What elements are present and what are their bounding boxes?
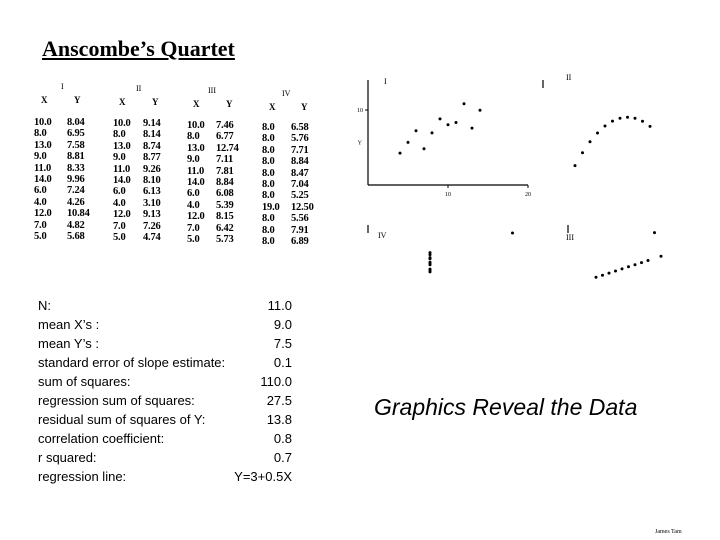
data-point bbox=[619, 117, 622, 120]
table-cell: 8.81 bbox=[67, 151, 85, 163]
data-point bbox=[479, 109, 482, 112]
table-cell: 7.81 bbox=[216, 165, 234, 177]
y-tick-label: 10 bbox=[357, 108, 363, 114]
table-cell: 7.0 bbox=[34, 219, 47, 231]
table-cell: 8.74 bbox=[143, 140, 161, 152]
table-cell: 14.0 bbox=[187, 177, 205, 189]
data-point bbox=[429, 253, 432, 256]
plot-title: IV bbox=[378, 231, 387, 240]
data-point bbox=[595, 276, 598, 279]
data-point bbox=[399, 152, 402, 155]
data-point bbox=[471, 127, 474, 130]
table-cell: 7.0 bbox=[113, 220, 126, 232]
table-cell: 8.77 bbox=[143, 152, 161, 164]
data-point bbox=[589, 140, 592, 143]
table-cell: 8.84 bbox=[216, 177, 234, 189]
table-cell: 4.0 bbox=[187, 199, 200, 211]
table-cell: 7.46 bbox=[216, 120, 234, 131]
table-cell: 6.0 bbox=[187, 188, 200, 200]
table-cell: 13.0 bbox=[113, 140, 131, 152]
table-cell: 8.04 bbox=[67, 117, 85, 128]
table-cell: 8.47 bbox=[291, 167, 309, 179]
data-point bbox=[611, 120, 614, 123]
table-header-y2: Y bbox=[152, 97, 159, 107]
y-axis-label: Y bbox=[357, 140, 362, 147]
table-cell: 4.74 bbox=[143, 232, 161, 244]
stat-label: mean Y’s : bbox=[38, 336, 99, 351]
table-set-label-iii: III bbox=[208, 86, 216, 95]
data-point bbox=[626, 116, 629, 119]
stat-value: 9.0 bbox=[273, 317, 292, 332]
table-cell: 11.0 bbox=[113, 163, 130, 175]
table-cell: 5.56 bbox=[291, 213, 309, 225]
data-point bbox=[653, 231, 656, 234]
table-cell: 9.26 bbox=[143, 163, 161, 175]
data-point bbox=[429, 256, 432, 259]
data-point bbox=[581, 151, 584, 154]
table-cell: 8.84 bbox=[291, 156, 309, 168]
table-cell: 13.0 bbox=[34, 139, 52, 151]
data-point bbox=[649, 125, 652, 128]
data-point bbox=[604, 125, 607, 128]
table-cell: 8.0 bbox=[113, 129, 126, 141]
table-cell: 5.0 bbox=[113, 232, 126, 244]
table-cell: 5.25 bbox=[291, 190, 309, 202]
data-point bbox=[621, 267, 624, 270]
table-cell: 8.0 bbox=[262, 224, 275, 236]
table-cell: 7.91 bbox=[291, 224, 309, 236]
table-cell: 12.0 bbox=[113, 209, 131, 221]
table-cell: 5.73 bbox=[216, 234, 234, 246]
data-point bbox=[431, 131, 434, 134]
table-cell: 8.0 bbox=[262, 156, 275, 168]
data-point bbox=[511, 232, 514, 235]
stat-label: N: bbox=[38, 298, 51, 313]
data-point bbox=[647, 259, 650, 262]
stat-label: standard error of slope estimate: bbox=[38, 355, 226, 370]
table-cell: 6.58 bbox=[291, 122, 309, 133]
data-point bbox=[660, 255, 663, 258]
table-cell: 7.11 bbox=[216, 154, 233, 166]
table-cell: 8.0 bbox=[262, 179, 275, 191]
page-title: Anscombe’s Quartet bbox=[42, 36, 235, 61]
stat-value: 7.5 bbox=[273, 336, 292, 351]
table-cell: 10.0 bbox=[34, 117, 52, 128]
data-point bbox=[429, 269, 432, 272]
table-cell: 8.0 bbox=[262, 122, 275, 133]
data-point bbox=[608, 272, 611, 275]
stat-value: 13.8 bbox=[266, 412, 292, 427]
table-set-label-i: I bbox=[61, 82, 64, 91]
table-cell: 19.0 bbox=[262, 201, 280, 213]
table-cell: 7.71 bbox=[291, 144, 309, 156]
table-cell: 8.0 bbox=[262, 190, 275, 202]
table-cell: 6.42 bbox=[216, 222, 234, 234]
table-cell: 6.0 bbox=[34, 185, 47, 197]
table-cell: 8.14 bbox=[143, 129, 161, 141]
data-point bbox=[423, 147, 426, 150]
table-cell: 8.0 bbox=[262, 144, 275, 156]
data-point bbox=[634, 263, 637, 266]
stat-label: regression sum of squares: bbox=[38, 393, 195, 408]
table-cell: 8.0 bbox=[262, 213, 275, 225]
table-cell: 9.13 bbox=[143, 209, 161, 221]
table-set-label-iv: IV bbox=[282, 89, 291, 98]
table-cell: 9.14 bbox=[143, 118, 161, 129]
table-header-y4: Y bbox=[301, 102, 308, 112]
table-cell: 6.77 bbox=[216, 131, 234, 143]
table-cell: 14.0 bbox=[113, 175, 131, 187]
table-cell: 9.96 bbox=[67, 174, 85, 186]
table-cell: 10.0 bbox=[113, 118, 131, 129]
table-cell: 9.0 bbox=[113, 152, 126, 164]
table-cell: 10.84 bbox=[67, 208, 90, 220]
table-cell: 8.0 bbox=[262, 236, 275, 248]
table-cell: 12.74 bbox=[216, 142, 239, 154]
table-cell: 4.0 bbox=[34, 196, 47, 208]
stat-label: regression line: bbox=[38, 469, 127, 484]
stat-label: residual sum of squares of Y: bbox=[38, 412, 206, 427]
table-header-y1: Y bbox=[74, 95, 81, 105]
table-cell: 5.0 bbox=[187, 234, 200, 246]
x-tick-label: 10 bbox=[445, 192, 451, 198]
table-cell: 12.0 bbox=[34, 208, 52, 220]
table-cell: 14.0 bbox=[34, 174, 52, 186]
stat-label: correlation coefficient: bbox=[38, 431, 165, 446]
stat-label: mean X’s : bbox=[38, 317, 100, 332]
plot-title: I bbox=[384, 77, 387, 86]
table-cell: 12.0 bbox=[187, 211, 205, 223]
data-point bbox=[627, 265, 630, 268]
table-header-x2: X bbox=[119, 97, 126, 107]
author-credit: James Tam bbox=[655, 529, 682, 535]
table-cell: 5.68 bbox=[67, 231, 85, 243]
data-point bbox=[614, 270, 617, 273]
table-cell: 6.08 bbox=[216, 188, 234, 200]
table-cell: 11.0 bbox=[34, 162, 51, 174]
table-cell: 6.13 bbox=[143, 186, 161, 198]
table-cell: 4.82 bbox=[67, 219, 85, 231]
data-point bbox=[447, 123, 450, 126]
table-cell: 9.0 bbox=[34, 151, 47, 163]
data-point bbox=[601, 274, 604, 277]
data-point bbox=[407, 141, 410, 144]
table-cell: 5.39 bbox=[216, 199, 234, 211]
table-cell: 4.0 bbox=[113, 197, 126, 209]
x-tick-label: 20 bbox=[525, 192, 531, 198]
table-cell: 8.0 bbox=[34, 128, 47, 140]
table-cell: 11.0 bbox=[187, 165, 204, 177]
table-header-y3: Y bbox=[226, 99, 233, 109]
data-point bbox=[640, 261, 643, 264]
table-header-x4: X bbox=[269, 102, 276, 112]
stat-label: sum of squares: bbox=[38, 374, 131, 389]
data-point bbox=[429, 262, 432, 265]
table-cell: 6.89 bbox=[291, 236, 309, 248]
data-point bbox=[415, 129, 418, 132]
table-cell: 8.0 bbox=[262, 133, 275, 145]
data-point bbox=[455, 121, 458, 124]
table-cell: 8.15 bbox=[216, 211, 234, 223]
table-cell: 5.0 bbox=[34, 231, 47, 243]
stat-value: 0.1 bbox=[273, 355, 292, 370]
table-cell: 7.04 bbox=[291, 179, 309, 191]
table-cell: 10.0 bbox=[187, 120, 205, 131]
stat-value: 0.8 bbox=[273, 431, 292, 446]
table-cell: 6.0 bbox=[113, 186, 126, 198]
plot-title: II bbox=[566, 73, 572, 82]
table-cell: 8.0 bbox=[187, 131, 200, 143]
table-cell: 6.95 bbox=[67, 128, 85, 140]
stat-value: 110.0 bbox=[260, 374, 292, 389]
table-cell: 7.58 bbox=[67, 139, 85, 151]
headline: Graphics Reveal the Data bbox=[374, 394, 638, 420]
table-cell: 9.0 bbox=[187, 154, 200, 166]
stat-value: 0.7 bbox=[273, 450, 292, 465]
table-cell: 8.10 bbox=[143, 175, 161, 187]
table-set-label-ii: II bbox=[136, 84, 142, 93]
table-cell: 3.10 bbox=[143, 197, 161, 209]
table-cell: 7.0 bbox=[187, 222, 200, 234]
table-cell: 4.26 bbox=[67, 196, 85, 208]
stat-value: 11.0 bbox=[267, 298, 292, 313]
data-point bbox=[439, 117, 442, 120]
data-point bbox=[463, 102, 466, 105]
table-header-x1: X bbox=[41, 95, 48, 105]
table-cell: 13.0 bbox=[187, 142, 205, 154]
data-point bbox=[574, 164, 577, 167]
table-header-x3: X bbox=[193, 99, 200, 109]
data-point bbox=[596, 132, 599, 135]
table-cell: 8.0 bbox=[262, 167, 275, 179]
stat-label: r squared: bbox=[38, 450, 97, 465]
data-point bbox=[641, 120, 644, 123]
table-cell: 5.76 bbox=[291, 133, 309, 145]
data-point bbox=[634, 117, 637, 120]
stat-value: 27.5 bbox=[266, 393, 292, 408]
table-cell: 7.26 bbox=[143, 220, 161, 232]
stat-value: Y=3+0.5X bbox=[234, 469, 292, 484]
table-cell: 8.33 bbox=[67, 162, 85, 174]
table-cell: 12.50 bbox=[291, 201, 314, 213]
plot-title: III bbox=[566, 233, 574, 242]
table-cell: 7.24 bbox=[67, 185, 85, 197]
